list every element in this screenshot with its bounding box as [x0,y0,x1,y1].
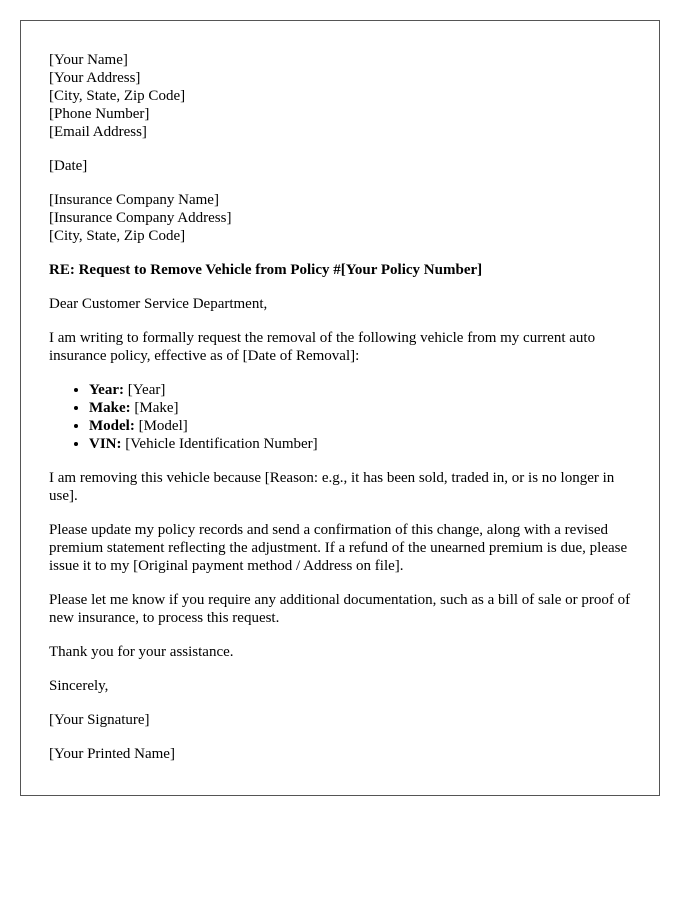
thanks-line: Thank you for your assistance. [49,644,234,660]
printed-name-line: [Your Printed Name] [49,746,175,762]
vehicle-year-value: [Year] [123,382,166,398]
vehicle-model-label: Model: [89,418,135,434]
documentation-paragraph: Please let me know if you require any additional documentation, such as a bill of sale or proof of new insurance, to process this request. [49,592,631,626]
recipient-company: [Insurance Company Name] [49,192,219,208]
list-item [89,381,631,399]
recipient-block [49,191,631,245]
vehicle-year-label: Year: [89,382,124,398]
sender-phone: [Phone Number] [49,106,150,122]
vehicle-make-label: Make: [89,400,131,416]
sender-address: [Your Address] [49,70,141,86]
vehicle-model-value: [Model] [134,418,188,434]
sender-name: [Your Name] [49,52,128,68]
list-item [89,399,631,417]
intro-paragraph: I am writing to formally request the removal of the following vehicle from my current auto insurance policy, effective as of [Date of Removal]: [49,330,596,364]
vehicle-vin-label: VIN: [89,436,122,452]
vehicle-make-value: [Make] [130,400,179,416]
date-line [49,157,631,175]
list-item [89,417,631,435]
vehicle-vin-value: [Vehicle Identification Number] [121,436,318,452]
vehicle-details-list [49,381,631,453]
reason-paragraph: I am removing this vehicle because [Reason: e.g., it has been sold, traded in, or is no longer in use]. [49,470,615,504]
recipient-address: [Insurance Company Address] [49,210,232,226]
list-item [89,435,631,453]
salutation: Dear Customer Service Department, [49,296,268,312]
subject-line: RE: Request to Remove Vehicle from Policy #[Your Policy Number] [49,262,483,278]
letter-document [20,20,660,796]
update-request-paragraph: Please update my policy records and send a confirmation of this change, along with a revised premium statement reflecting the adjustment. If a refund of the unearned premium is due, please issue it to my [Original payment method / Address on file]. [49,522,628,574]
signature-line: [Your Signature] [49,712,150,728]
sender-block [49,51,631,141]
letter-date: [Date] [49,158,88,174]
closing-line: Sincerely, [49,678,109,694]
sender-city-state-zip: [City, State, Zip Code] [49,88,186,104]
recipient-city-state-zip: [City, State, Zip Code] [49,228,186,244]
sender-email: [Email Address] [49,124,147,140]
